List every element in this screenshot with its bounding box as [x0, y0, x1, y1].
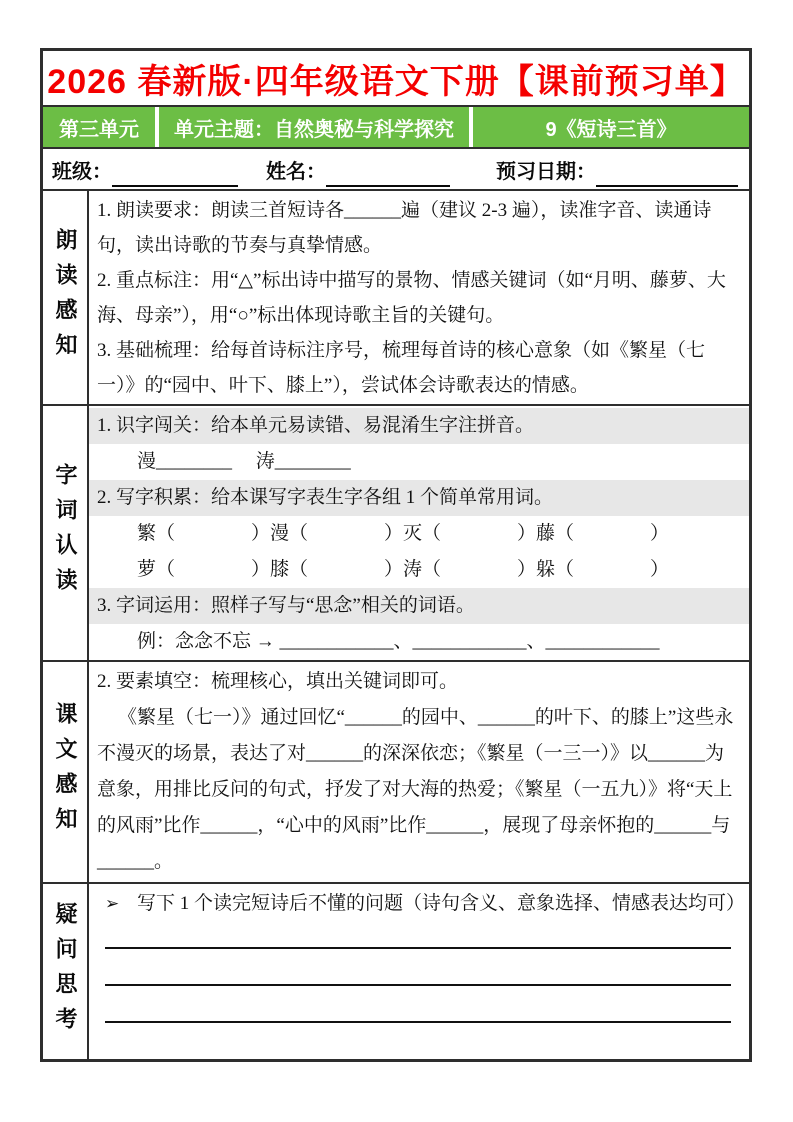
worksheet-bullet-line — [97, 886, 746, 921]
worksheet-practice-line: 例：念念不忘 → ____________、____________、____________ — [137, 631, 660, 652]
unit-number-cell: 第三单元 — [59, 118, 139, 141]
section-label-reading: 朗读感知 — [53, 227, 78, 368]
section-label-words: 字词认读 — [53, 463, 78, 603]
worksheet-line-highlighted: 3. 字词运用：照样子写与“思念”相关的词语。 — [89, 588, 749, 624]
section-label-questions: 疑问思考 — [53, 901, 78, 1042]
section-label-col — [43, 191, 89, 404]
class-label: 班级： — [52, 160, 112, 183]
section-content-reading — [89, 191, 749, 404]
section-row-reading — [43, 191, 749, 406]
answer-line — [105, 986, 731, 1023]
answer-lines — [105, 921, 731, 1023]
section-label-col — [43, 406, 89, 660]
name-blank-line — [326, 161, 450, 187]
class-blank-line — [112, 161, 238, 187]
question-prompt-text: 写下 1 个读完短诗后不懂的问题（诗句含义、意象选择、情感表达均可） — [137, 893, 746, 914]
arrow-bullet-icon: ➢ — [105, 894, 120, 913]
worksheet-sheet — [40, 48, 752, 1062]
page-title — [43, 51, 749, 107]
worksheet-practice-line: 繁（ ）漫（ ）灭（ ）藤（ ） — [137, 523, 670, 544]
section-label-text-comprehension: 课文感知 — [53, 702, 78, 842]
date-label: 预习日期： — [496, 160, 596, 183]
worksheet-line: 2. 重点标注：用“△”标出诗中描写的景物、情感关键词（如“月明、藤萝、大海、母亲”），用“○”标出体现诗歌主旨的关键句。 — [97, 270, 726, 326]
worksheet-practice-line: 漫________ 涛________ — [137, 451, 351, 472]
date-blank-line — [596, 161, 738, 187]
section-content-words — [89, 406, 749, 660]
section-content-questions — [89, 884, 749, 1059]
worksheet-fill-in-paragraph: 《繁星（七一）》通过回忆“______的园中、______的叶下、的膝上”这些永不漫灭的场景，表达了对______的深深依恋；《繁星（一三一）》以______为意象，用排比反问的句式，抒发了对大海的热爱；《繁星（一五九）》将“天上的风雨”比作______，“心中的风雨”比作______，展现了母亲怀抱的______与______。 — [97, 707, 734, 872]
section-content-text-comprehension — [89, 662, 749, 882]
worksheet-line: 1. 朗读要求：朗读三首短诗各______遍（建议 2-3 遍），读准字音、读通诗句，读出诗歌的节奏与真挚情感。 — [97, 200, 712, 256]
worksheet-line: 2. 要素填空：梳理核心，填出关键词即可。 — [97, 671, 459, 692]
answer-line — [105, 921, 731, 949]
worksheet-line-highlighted: 1. 识字闯关：给本单元易读错、易混淆生字注拼音。 — [89, 408, 749, 444]
section-row-questions — [43, 884, 749, 1059]
worksheet-line-highlighted: 2. 写字积累：给本课写字表生字各组 1 个简单常用词。 — [89, 480, 749, 516]
name-label: 姓名： — [266, 160, 326, 183]
unit-bar — [43, 107, 749, 149]
student-info-row — [43, 149, 749, 191]
lesson-title-cell: 9《短诗三首》 — [469, 107, 749, 147]
worksheet-practice-line: 萝（ ）膝（ ）涛（ ）躲（ ） — [137, 559, 670, 580]
section-row-words — [43, 406, 749, 662]
answer-line — [105, 949, 731, 986]
unit-theme-cell: 单元主题：自然奥秘与科学探究 — [155, 107, 469, 147]
worksheet-line: 3. 基础梳理：给每首诗标注序号，梳理每首诗的核心意象（如《繁星（七一）》的“园中、叶下、膝上”），尝试体会诗歌表达的情感。 — [97, 340, 706, 396]
section-label-col — [43, 884, 89, 1059]
section-label-col — [43, 662, 89, 882]
page-title-text: 2026 春新版·四年级语文下册【课前预习单】 — [47, 62, 745, 101]
section-row-text-comprehension — [43, 662, 749, 884]
